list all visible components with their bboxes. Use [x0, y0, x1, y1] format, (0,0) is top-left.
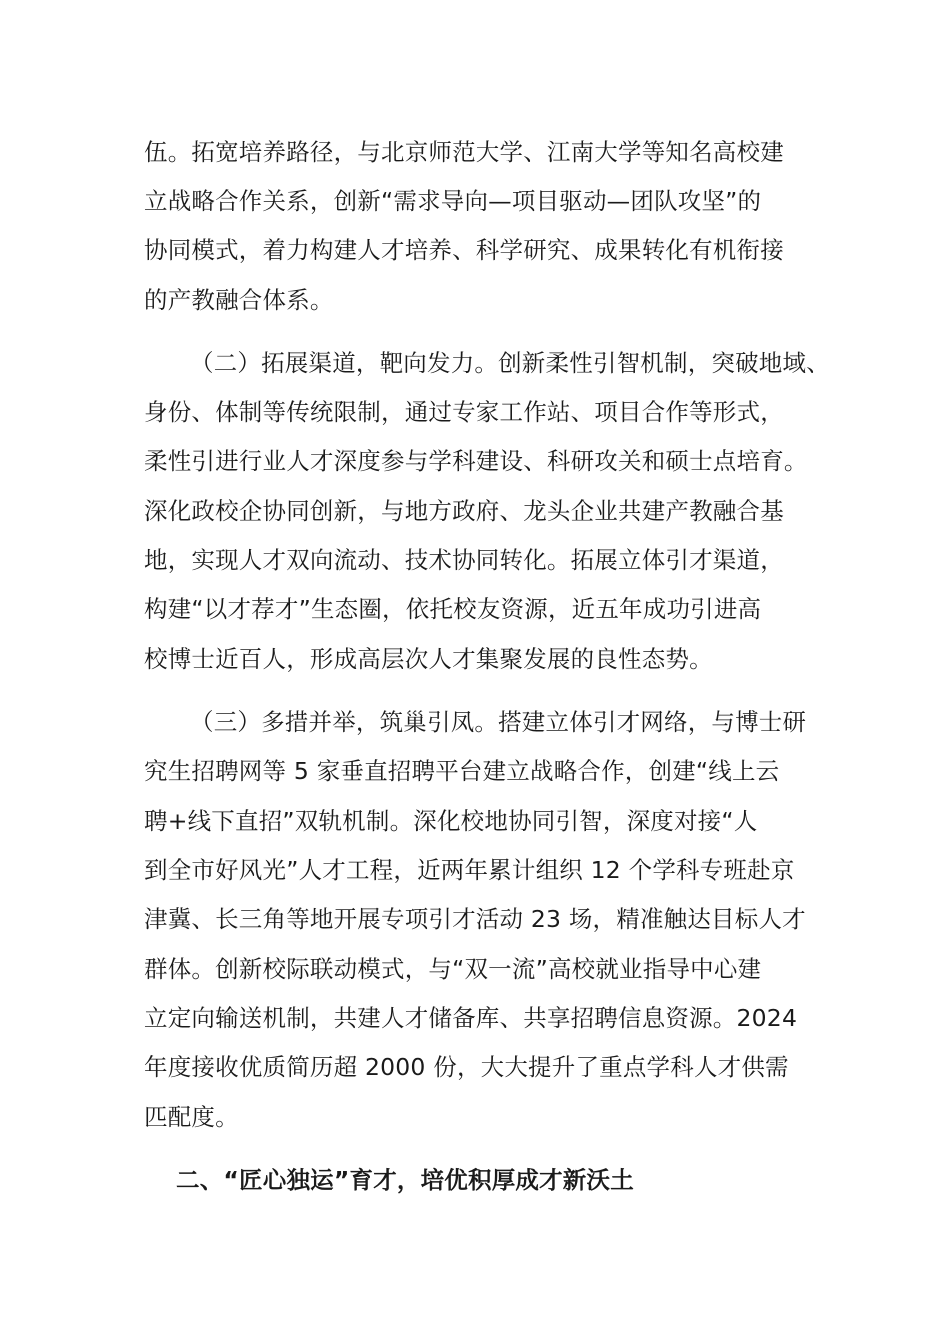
text-line: 群体。创新校际联动模式，与“双一流”高校就业指导中心建 [144, 955, 762, 983]
section-heading: 二、“匠心独运”育才，培优积厚成才新沃土 [176, 1166, 634, 1194]
text-line: 立战略合作关系，创新“需求导向—项目驱动—团队攻坚”的 [144, 187, 762, 215]
text-line: 津冀、长三角等地开展专项引才活动 23 场，精准触达目标人才 [144, 905, 806, 933]
text-line: 深化政校企协同创新，与地方政府、龙头企业共建产教融合基 [144, 497, 784, 525]
text-line: 身份、体制等传统限制，通过专家工作站、项目合作等形式， [144, 398, 784, 426]
text-line: 年度接收优质简历超 2000 份，大大提升了重点学科人才供需 [144, 1053, 789, 1081]
paragraph-start-line: （二）拓展渠道，靶向发力。创新柔性引智机制，突破地域、 [190, 349, 830, 377]
text-line: 协同模式，着力构建人才培养、科学研究、成果转化有机衔接 [144, 236, 784, 264]
text-line: 校博士近百人，形成高层次人才集聚发展的良性态势。 [144, 645, 713, 673]
text-line: 的产教融合体系。 [144, 286, 334, 314]
text-line: 聘+线下直招”双轨机制。深化校地协同引智，深度对接“人 [144, 807, 758, 835]
text-line: 构建“以才荐才”生态圈，依托校友资源，近五年成功引进高 [144, 595, 762, 623]
text-line: 究生招聘网等 5 家垂直招聘平台建立战略合作，创建“线上云 [144, 757, 780, 785]
text-line: 立定向输送机制，共建人才储备库、共享招聘信息资源。2024 [144, 1004, 798, 1032]
text-line: 地，实现人才双向流动、技术协同转化。拓展立体引才渠道， [144, 546, 784, 574]
paragraph-start-line: （三）多措并举，筑巢引凤。搭建立体引才网络，与博士研 [190, 708, 807, 736]
text-line: 伍。拓宽培养路径，与北京师范大学、江南大学等知名高校建 [144, 138, 784, 166]
text-line: 柔性引进行业人才深度参与学科建设、科研攻关和硕士点培育。 [144, 447, 808, 475]
text-line: 到全市好风光”人才工程，近两年累计组织 12 个学科专班赴京 [144, 856, 795, 884]
text-line: 匹配度。 [144, 1103, 239, 1131]
